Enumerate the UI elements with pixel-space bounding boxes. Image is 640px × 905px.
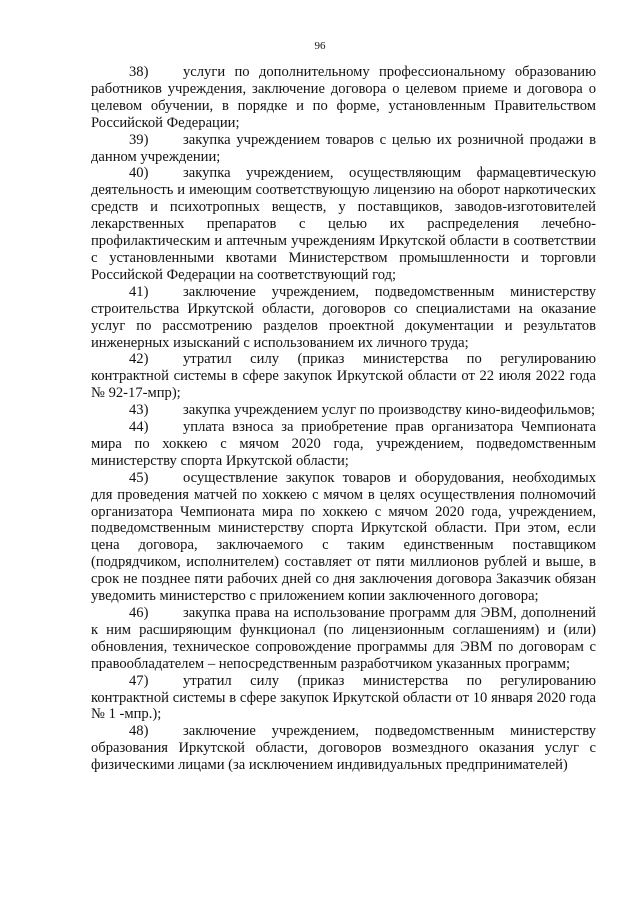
item-text: осуществление закупок товаров и оборудования, необходимых для проведения матчей по хоккею с мячом в целях осуществления полномочий организатора Чемпионата мира по хоккею с мячом 2020 года, учреждением, подведомственным министерству спорта Иркутской области. При этом, если цена договора, заключаемого с таким единственным поставщиком (подрядчиком, исполнителем) составляет от пяти миллионов рублей и выше, в срок не позднее пяти рабочих дней со дня заключения договора Заказчик обязан уведомить министерство с приложением копии заключенного договора;: [91, 469, 596, 605]
item-text: закупка учреждением услуг по производству кино-видеофильмов;: [183, 402, 596, 419]
list-item: 41) заключение учреждением, подведомственным министерству строительства Иркутской области, договоров со специалистами на оказание услуг по рассмотрению разделов проектной документации и результатов инженерных изысканий с использованием их личного труда;: [91, 283, 596, 351]
list-item: 40) закупка учреждением, осуществляющим фармацевтическую деятельность и имеющим соответствующую лицензию на оборот наркотических средств и психотропных веществ, у поставщиков, заводов-изготовителей лекарственных препаратов с целью их распределения лечебно-профилактическим и аптечным учреждениям Иркутской области в соответствии с установленными квотами Министерством промышленности и торговли Российской Федерации на соответствующий год;: [91, 165, 596, 283]
list-item: 45) осуществление закупок товаров и оборудования, необходимых для проведения матчей по хоккею с мячом в целях осуществления полномочий организатора Чемпионата мира по хоккею с мячом 2020 года, учреждением, подведомственным министерству спорта Иркутской области. При этом, если цена договора, заключаемого с таким единственным поставщиком (подрядчиком, исполнителем) составляет от пяти миллионов рублей и выше, в срок не позднее пяти рабочих дней со дня заключения договора Заказчик обязан уведомить министерство с приложением копии заключенного договора;: [91, 469, 596, 605]
item-text: заключение учреждением, подведомственным министерству строительства Иркутской области, договоров со специалистами на оказание услуг по рассмотрению разделов проектной документации и результатов инженерных изысканий с использованием их личного труда;: [91, 283, 596, 351]
list-item: 42) утратил силу (приказ министерства по регулированию контрактной системы в сфере закупок Иркутской области от 22 июля 2022 года № 92-17-мпр);: [91, 351, 596, 402]
item-text: уплата взноса за приобретение прав организатора Чемпионата мира по хоккею с мячом 2020 года, учреждением, подведомственным министерству спорта Иркутской области;: [91, 419, 596, 469]
list-item: 44) уплата взноса за приобретение прав организатора Чемпионата мира по хоккею с мячом 2020 года, учреждением, подведомственным министерству спорта Иркутской области;: [91, 419, 596, 469]
item-text: заключение учреждением, подведомственным министерству образования Иркутской области, договоров возмездного оказания услуг с физическими лицами (за исключением индивидуальных предпринимателей): [91, 723, 596, 774]
page-number: 96: [314, 40, 326, 52]
item-text: утратил силу (приказ министерства по регулированию контрактной системы в сфере закупок Иркутской области от 10 января 2020 года № 1 -мпр.);: [91, 672, 596, 723]
item-text: закупка учреждением, осуществляющим фармацевтическую деятельность и имеющим соответствующую лицензию на оборот наркотических средств и психотропных веществ, у поставщиков, заводов-изготовителей лекарственных препаратов с целью их распределения лечебно-профилактическим и аптечным учреждениям Иркутской области в соответствии с установленными квотами Министерством промышленности и торговли Российской Федерации на соответствующий год;: [91, 165, 596, 283]
list-item: 48) заключение учреждением, подведомственным министерству образования Иркутской области, договоров возмездного оказания услуг с физическими лицами (за исключением индивидуальных предпринимателей): [91, 723, 596, 774]
item-text: закупка учреждением товаров с целью их розничной продажи в данном учреждении;: [91, 131, 596, 165]
document-body: [91, 64, 596, 774]
item-text: утратил силу (приказ министерства по регулированию контрактной системы в сфере закупок Иркутской области от 22 июля 2022 года № 92-17-мпр);: [91, 351, 596, 402]
list-item: 46) закупка права на использование программ для ЭВМ, дополнений к ним расширяющим функционал (по лицензионным соглашениям) и (или) обновления, техническое сопровождение программы для ЭВМ по договорам с правообладателем – непосредственным разработчиком указанных программ;: [91, 605, 596, 672]
item-text: закупка права на использование программ для ЭВМ, дополнений к ним расширяющим функционал (по лицензионным соглашениям) и (или) обновления, техническое сопровождение программы для ЭВМ по договорам с правообладателем – непосредственным разработчиком указанных программ;: [91, 605, 596, 672]
list-item: 39) закупка учреждением товаров с целью их розничной продажи в данном учреждении;: [91, 131, 596, 165]
list-item: 47) утратил силу (приказ министерства по регулированию контрактной системы в сфере закупок Иркутской области от 10 января 2020 года № 1 -мпр.);: [91, 672, 596, 723]
list-item: 38) услуги по дополнительному профессиональному образованию работников учреждения, заключение договора о целевом приеме и договора о целевом обучении, в порядке и по форме, установленным Правительством Российской Федерации;: [91, 64, 596, 131]
item-text: услуги по дополнительному профессиональному образованию работников учреждения, заключение договора о целевом приеме и договора о целевом обучении, в порядке и по форме, установленным Правительством Российской Федерации;: [91, 64, 596, 131]
list-item: 43) закупка учреждением услуг по производству кино-видеофильмов;: [129, 402, 596, 419]
